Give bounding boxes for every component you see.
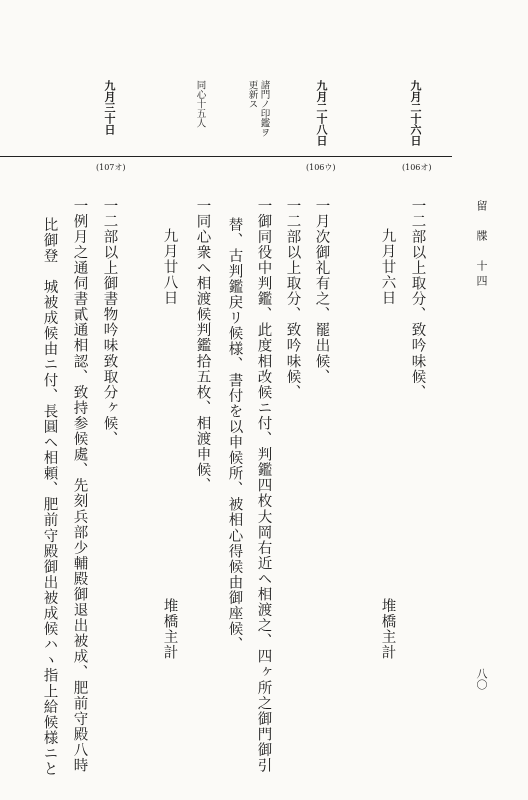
header-rule [0,156,452,157]
date-header-sept-26: 九月二十六日 [409,80,422,146]
folio-107o: (107オ) [96,163,126,172]
entry-line: 一例月之通伺書貳通相認、致持参候處、先刻兵部少輔殿御退出被成、肥前守殿八時 [71,198,88,774]
entry-date: 九月廿八日 [161,228,178,306]
entry-line: 一月次御礼有之、罷出候、 [313,198,330,385]
entry-line: 一二部以上取分、致吟味候、 [409,198,426,401]
entry-line: 一二部以上御書物吟味致取分ヶ候、 [101,198,118,447]
date-header-sept-30: 九月三十日 [103,80,116,135]
entry-line: 替、古判鑑戻リ候様、書付を以申候所、被相心得候由御座候、 [226,217,243,653]
running-header: 留 牒 十四 [475,200,488,290]
margin-note-seal-renewal-b: 更新ス [246,80,258,109]
entry-line: 一二部以上取分、致吟味候、 [284,198,301,401]
entry-line: 比御登 城被成候由ニ付、長圓ヘ相頼、肥前守殿御出被成候ハヽ指上給候様ニと [41,217,58,777]
entry-signature: 堆橋主計 [161,598,178,660]
margin-note-doshin: 同心十五人 [194,80,206,128]
folio-106u: (106ウ) [306,163,336,172]
folio-106o: (106オ) [402,163,432,172]
entry-signature: 堆橋主計 [379,598,396,660]
entry-date: 九月廿六日 [379,228,396,306]
page-number: 八〇 [475,668,488,690]
entry-line: 一同心衆ヘ相渡候判鑑拾五枚、相渡申候、 [194,198,211,494]
date-header-sept-28: 九月二十八日 [315,80,328,146]
entry-line: 一御同役中判鑑、此度相改候ニ付、判鑑四枚大岡右近ヘ相渡之、四ヶ所之御門御引 [255,198,272,774]
margin-note-seal-renewal-a: 諸門ノ印鑑ヲ [258,80,270,137]
